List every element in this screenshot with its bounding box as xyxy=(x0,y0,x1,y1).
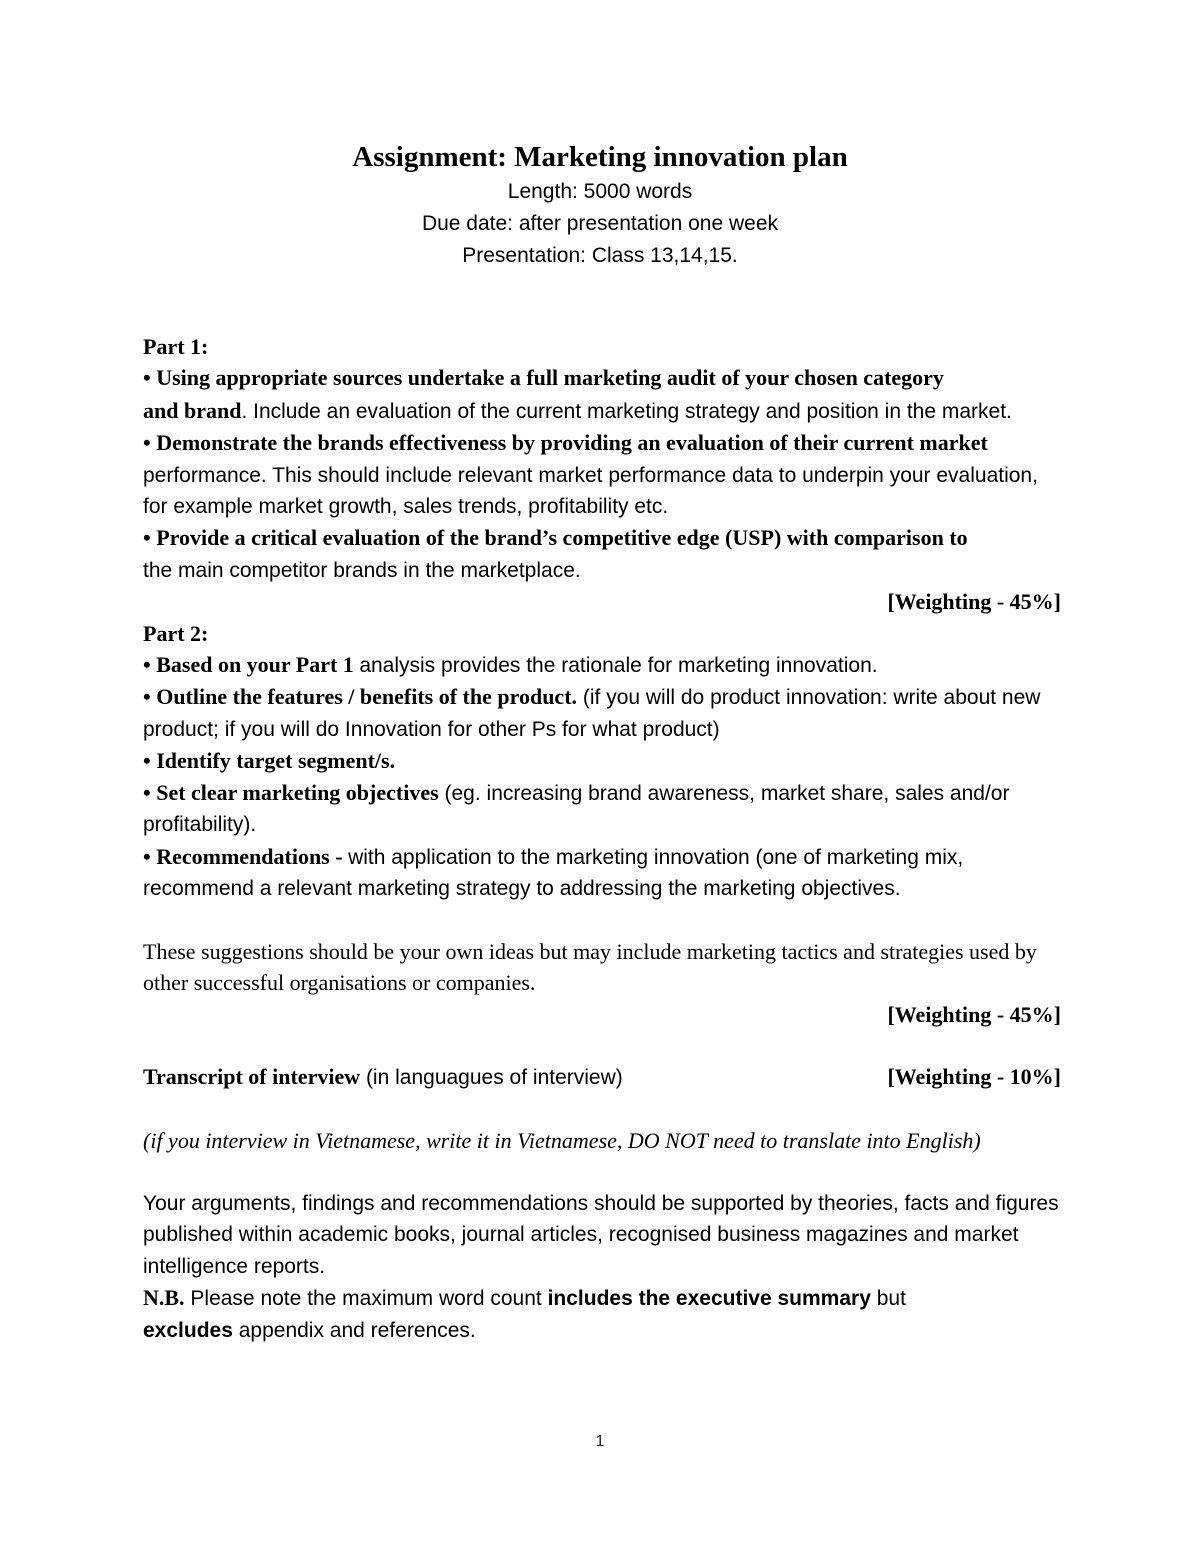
transcript-note: (if you interview in Vietnamese, write it in Vietnamese, DO NOT need to translate into English) xyxy=(143,1128,981,1154)
page-title: Assignment: Marketing innovation plan xyxy=(352,141,848,173)
spacer xyxy=(143,1030,1061,1061)
spacer xyxy=(143,904,1061,935)
part2-heading: Part 2: xyxy=(143,620,209,646)
part2-bullet-2-bold: • Outline the features / benefits of the product. xyxy=(143,684,578,710)
transcript-label xyxy=(143,1061,623,1093)
part1-bullet-1-bold-a: • Using appropriate sources undertake a full marketing audit of your chosen category xyxy=(143,365,944,391)
part1-bullet-3-bold: • Provide a critical evaluation of the brand’s competitive edge (USP) with comparison to xyxy=(143,525,968,551)
part1-bullet-3 xyxy=(143,522,1061,586)
part1-weighting: [Weighting - 45%] xyxy=(887,589,1061,615)
part2-bullet-4-bold: • Set clear marketing objectives xyxy=(143,779,439,805)
part2-bullet-1-text: analysis provides the rationale for marketing innovation. xyxy=(359,654,878,678)
transcript-row xyxy=(143,1061,1061,1093)
part2-bullet-4 xyxy=(143,777,1061,841)
part1-bullet-2-text: performance. This should include relevant market performance data to underpin your evaluation, for example market growth, sales trends, profitability etc. xyxy=(143,463,1038,519)
part2-bullet-2-text: (if you will do product innovation: write about new product; if you will do Innovation for other Ps for what product) xyxy=(143,686,1041,741)
part2-weighting: [Weighting - 45%] xyxy=(887,1001,1061,1027)
part1-bullet-2 xyxy=(143,427,1061,522)
length-line: Length: 5000 words xyxy=(507,180,693,203)
part2-bullet-4-text: (eg. increasing brand awareness, market share, sales and/or profitability). xyxy=(143,781,1010,837)
page-number: 1 xyxy=(595,1433,605,1450)
document-body xyxy=(143,331,1061,1346)
transcript-label-bold: Transcript of interview xyxy=(143,1064,361,1090)
nb-text-2: but xyxy=(870,1287,906,1311)
presentation-line: Presentation: Class 13,14,15. xyxy=(462,244,738,267)
part1-bullet-1-bold-b: and brand xyxy=(143,397,242,423)
nb-text-1: Please note the maximum word count xyxy=(184,1287,548,1311)
spacer xyxy=(143,1094,1061,1125)
part2-bullet-1 xyxy=(143,649,1061,681)
arguments-paragraph: Your arguments, findings and recommendations should be supported by theories, facts and figures published within academic books, journal articles, recognised business magazines and market intelligence reports. xyxy=(143,1191,1059,1278)
nb-bold-1: includes the executive summary xyxy=(547,1287,871,1311)
transcript-label-text: (in languagues of interview) xyxy=(360,1066,623,1090)
part2-bullet-5-bold: • Recommendations - xyxy=(143,843,349,869)
transcript-weighting: [Weighting - 10%] xyxy=(887,1064,1061,1090)
spacer xyxy=(143,1157,1061,1188)
part2-bullet-5-text: with application to the marketing innovation (one of marketing mix, recommend a relevant marketing strategy to addressing the marketing objectives. xyxy=(143,845,964,900)
part1-bullet-3-text: the main competitor brands in the marketplace. xyxy=(143,558,581,582)
part1-heading: Part 1: xyxy=(143,334,209,359)
nb-bold-2: excludes xyxy=(143,1318,233,1342)
nb-paragraph xyxy=(143,1282,1061,1346)
part1-bullet-2-bold: • Demonstrate the brands effectiveness by providing an evaluation of their current market xyxy=(143,430,988,456)
part2-bullet-2 xyxy=(143,681,1061,745)
nb-text-3: appendix and references. xyxy=(232,1318,476,1342)
document-header xyxy=(0,138,1200,272)
due-date-line: Due date: after presentation one week xyxy=(421,212,779,235)
part1-bullet-1 xyxy=(143,362,1061,427)
part2-bullet-3: • Identify target segment/s. xyxy=(143,748,396,774)
part2-bullet-1-bold: • Based on your Part 1 xyxy=(143,652,360,678)
nb-label: N.B. xyxy=(143,1285,185,1311)
suggestions-paragraph: These suggestions should be your own ideas but may include marketing tactics and strategies used by other successful organisations or companies. xyxy=(143,938,1037,996)
part1-bullet-1-text: . Include an evaluation of the current marketing strategy and position in the market. xyxy=(241,399,1012,423)
part2-bullet-5 xyxy=(143,841,1061,905)
